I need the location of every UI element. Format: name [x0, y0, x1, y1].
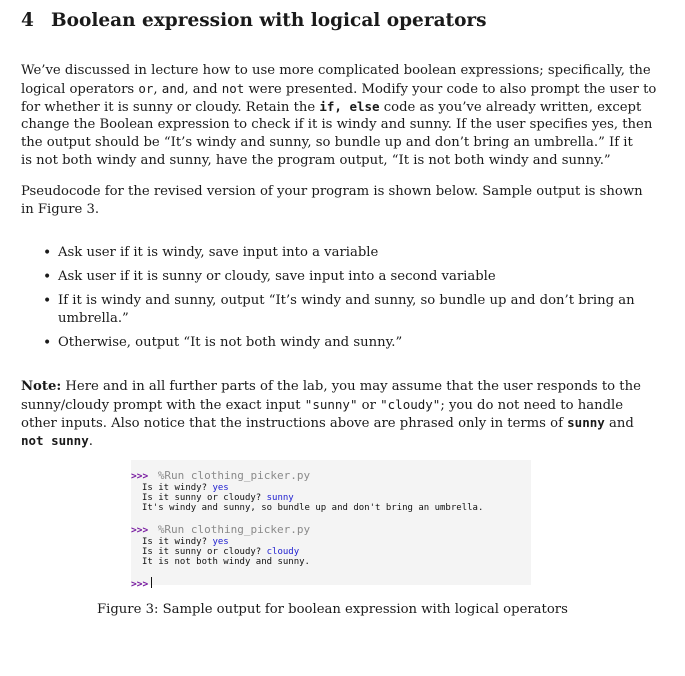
console-user-answer: sunny — [266, 493, 294, 503]
code-or: or — [138, 81, 154, 96]
console-input-line[interactable] — [131, 572, 152, 591]
section-number: 4 — [21, 10, 34, 31]
console-user-answer: cloudy — [266, 547, 300, 557]
code-cloudy-string: "cloudy" — [380, 397, 441, 412]
intro-line-3: for whether it is sunny or cloudy. Retain the if, else code as you’ve already written, except — [21, 99, 642, 115]
console-output-line: It's windy and sunny, so bundle up and don't bring an umbrella. — [142, 503, 484, 513]
console-prompt: >>> — [131, 579, 149, 590]
note-line-3: other inputs. Also notice that the instructions above are phrased only in terms of sunny and — [21, 415, 634, 431]
sample-output-console — [131, 460, 531, 590]
code-sunny: sunny — [567, 415, 605, 430]
intro-paragraph — [21, 62, 657, 170]
list-item: • Ask user if it is windy, save input into a variable — [43, 245, 379, 261]
note-line-1: Note: Here and in all further parts of the lab, you may assume that the user responds to the — [21, 379, 641, 394]
console-run-line-1 — [131, 464, 310, 483]
pseudocode-line-1: Pseudocode for the revised version of your program is shown below. Sample output is shown — [21, 184, 643, 199]
pseudocode-list — [21, 244, 635, 352]
intro-line-1: We’ve discussed in lecture how to use more complicated boolean expressions; specifically, the — [21, 63, 651, 78]
code-sunny-string: "sunny" — [304, 397, 358, 412]
console-prompt: >>> — [131, 525, 149, 536]
list-item: • Otherwise, output “It is not both windy and sunny.” — [43, 335, 403, 351]
list-item: • If it is windy and sunny, output “It’s windy and sunny, so bundle up and don’t bring an umbrella.” — [43, 293, 635, 326]
console-output-line: Is it sunny or cloudy? cloudy — [142, 547, 300, 557]
code-and: and — [161, 81, 185, 96]
intro-line-5: the output should be “It’s windy and sunny, so bundle up and don’t bring an umbrella.” If it — [21, 135, 633, 150]
text-cursor-icon — [151, 577, 152, 588]
figure-caption: Figure 3: Sample output for boolean expression with logical operators — [97, 602, 568, 617]
console-prompt: >>> — [131, 471, 149, 482]
console-output-line: Is it windy? yes — [142, 483, 229, 493]
code-if-else: if, else — [319, 99, 380, 114]
console-run-command: %Run clothing_picker.py — [157, 469, 311, 482]
list-item: • Ask user if it is sunny or cloudy, save input into a second variable — [43, 269, 496, 285]
pseudocode-line-2: in Figure 3. — [21, 202, 100, 217]
console-run-line-2 — [131, 518, 310, 537]
note-label: Note: — [21, 379, 62, 394]
intro-line-6: is not both windy and sunny, have the program output, “It is not both windy and sunny.” — [21, 153, 611, 168]
note-paragraph — [21, 378, 641, 450]
code-not: not — [221, 81, 245, 96]
console-user-answer: yes — [212, 537, 229, 547]
pseudocode-paragraph — [21, 183, 643, 219]
console-output-line: It is not both windy and sunny. — [142, 557, 310, 567]
console-user-answer: yes — [212, 483, 229, 493]
intro-line-2: logical operators or, and, and not were presented. Modify your code to also prompt the user to — [21, 81, 657, 97]
console-run-command: %Run clothing_picker.py — [157, 523, 311, 536]
console-output-line: Is it sunny or cloudy? sunny — [142, 493, 294, 503]
console-output-line: Is it windy? yes — [142, 537, 229, 547]
code-not-sunny: not sunny — [21, 433, 89, 448]
section-heading — [21, 10, 487, 31]
section-title: Boolean expression with logical operators — [51, 10, 487, 31]
note-line-4: not sunny. — [21, 433, 93, 449]
note-line-2: sunny/cloudy prompt with the exact input "sunny" or "cloudy"; you do not need to handle — [21, 397, 624, 413]
intro-line-4: change the Boolean expression to check if it is windy and sunny. If the user specifies yes, then — [21, 117, 653, 132]
